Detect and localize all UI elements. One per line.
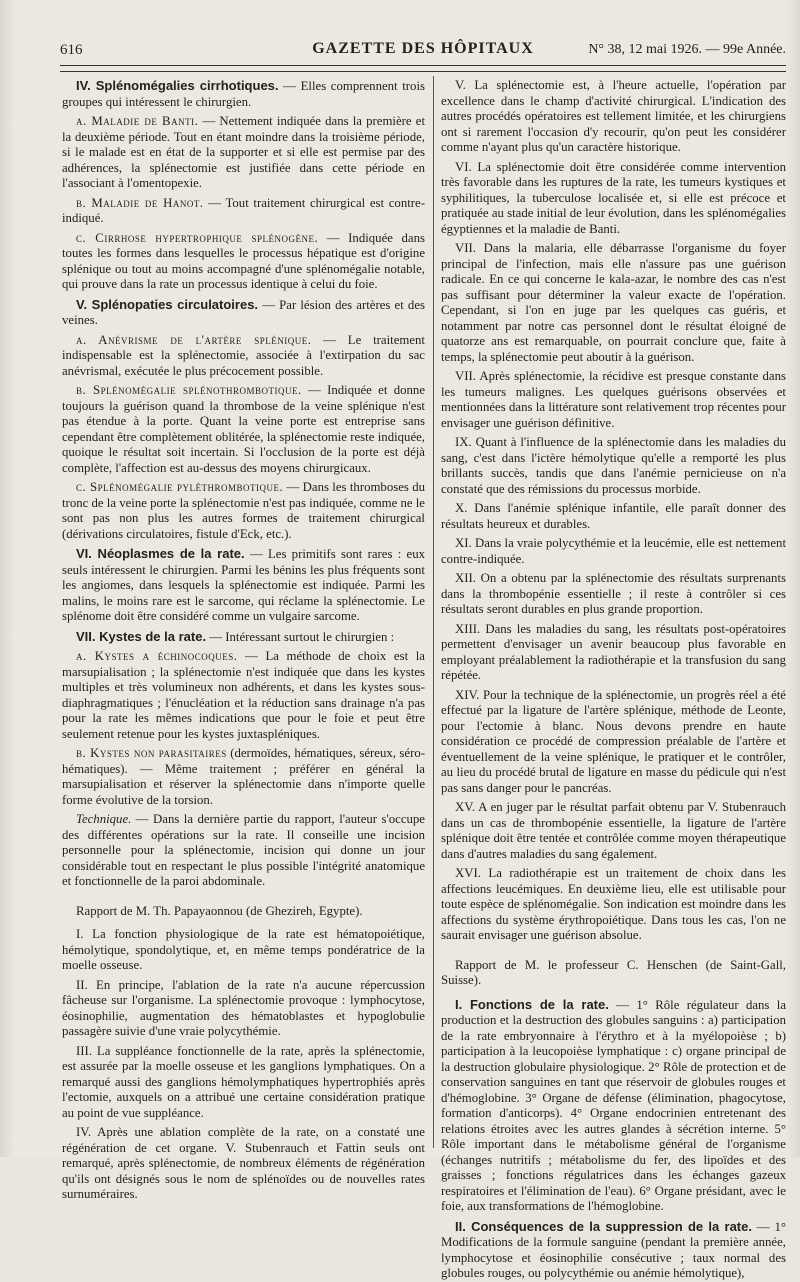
paragraph — [62, 1125, 425, 1203]
column-divider — [433, 76, 434, 1148]
report-heading — [62, 904, 425, 920]
paragraph — [441, 622, 786, 684]
paragraph-text: — Indiquée dans toutes les formes dans lesquelles le processus hépatique est d'origine splénique ou tout au moins accompagné d'une splénomégalie notable, qui prouve dans la rate un processus identique à celui du foie. — [62, 230, 425, 291]
paragraph — [62, 978, 425, 1040]
paragraph-text: XV. A en juger par le résultat parfait obtenu par V. Stubenrauch dans un cas de thrombopénie essentielle, la ligature de l'artère splénique doit être tentée et contrôlée comme moyen thérapeutique dans d'autres maladies du sang également. — [441, 800, 786, 861]
paragraph-text: II. En principe, l'ablation de la rate n'a aucune répercussion fâcheuse sur l'organisme. La splénectomie provoque : lymphocytose, éosinophilie, augmentation des hématoblastes et hypoglobulie passagère suivie d'une vraie polycythémie. — [62, 977, 425, 1038]
paragraph — [62, 231, 425, 293]
paragraph — [441, 536, 786, 567]
paragraph-text: — Le traitement indispensable est la splénectomie, associée à l'extirpation du sac anévrismal, exécutée le plus précocement possible. — [62, 332, 425, 378]
paragraph — [441, 571, 786, 618]
paragraph — [441, 866, 786, 944]
subsection-heading: a. Anévrisme de l'artère splénique. — [76, 332, 312, 347]
paragraph — [441, 435, 786, 497]
paragraph-text: V. La splénectomie est, à l'heure actuelle, l'opération par excellence dans le champ d'activité chirurgical. L'indication des autres procédés opératoires est tellement limitée, et les chirurgiens ont si rarement l'occasion d'y recourir, qu'on peut les considérer comme n'ayant plus qu'un caractère historique. — [441, 78, 786, 154]
page-number: 616 — [60, 42, 83, 58]
paragraph — [62, 812, 425, 890]
subsection-heading: c. Cirrhose hypertrophique splénogène. — [76, 230, 319, 245]
paragraph-text: XIII. Dans les maladies du sang, les résultats post-opératoires permettent d'envisager un avenir beaucoup plus favorable en employant préalablement la radiothérapie et la transfusion du sang répétée. — [441, 621, 786, 682]
subsection-heading: b. Kystes non parasitaires — [76, 746, 227, 760]
subsection-heading: b. Splénomégalie splénothrombotique. — [76, 383, 302, 397]
subsection-heading: c. Splénomégalie pyléthrombotique. — [76, 480, 284, 494]
section-heading: VI. Néoplasmes de la rate. — [76, 546, 245, 561]
paragraph-text: — 1° Modifications de la formule sanguine (pendant la première année, lymphocytose et éosinophilie consécutive ; taux normal des globules rouges, ou polycythémie ou anémie hémolytique), — [441, 1219, 786, 1280]
paragraph-text: VII. Dans la malaria, elle débarrasse l'organisme du foyer principal de l'infection, mais elle n'assure pas une guérison radicale. En ce qui concerne le kala-azar, le nombre des cas n'est pas suffisant pour déterminer la valeur exacte de l'opération. Cependant, si l'on en juge par les quelques cas guéris, et notamment par notre cas personnel dont le résultat éloigné de quatorze ans est remarquable, on pourrait conclure que, faite à temps, la splénectomie peut aboutir à la guérison. — [441, 241, 786, 364]
paragraph — [441, 369, 786, 431]
paragraph — [62, 196, 425, 227]
paragraph-text: X. Dans l'anémie splénique infantile, elle paraît donner des résultats heureux et durables. — [441, 501, 786, 531]
paragraph — [62, 629, 425, 646]
paragraph — [441, 800, 786, 862]
paragraph-text: IX. Quant à l'influence de la splénectomie dans les maladies du sang, c'est dans l'ictère hémolytique qu'elle a remporté les plus brillants succès, tandis que dans l'anémie pernicieuse on n'a constaté que des rémissions du processus morbide. — [441, 435, 786, 496]
paragraph-text: — Dans la dernière partie du rapport, l'auteur s'occupe des différentes opérations sur la rate. Il conseille une incision personnelle pour la splénectomie, incision qui donne un jour considérable tout en respectant le plus possible l'intégrité anatomique et fonctionnelle de la paroi abdominale. — [62, 812, 425, 888]
paragraph — [62, 114, 425, 192]
paragraph-text: — La méthode de choix est la marsupialisation ; la splénectomie n'est indiquée que dans les kystes multiples et très volumineux non adhérents, et dans les kystes sous-diaphragmatiques ; l'énucléation et la réduction sans drainage n'a pas pour la rate les mêmes indications que pour le foie et peut être seulement retenue pour les kystes juxtaspléniques. — [62, 649, 425, 741]
paragraph — [62, 333, 425, 380]
paragraph-text: — Intéressant surtout le chirurgien : — [206, 629, 395, 644]
paragraph — [62, 383, 425, 476]
paragraph — [62, 297, 425, 329]
section-heading: VII. Kystes de la rate. — [76, 628, 207, 644]
paragraph-text: — Tout traitement chirurgical est contre-indiqué. — [62, 195, 425, 225]
section-heading: I. Fonctions de la rate. — [455, 996, 609, 1012]
paragraph — [62, 649, 425, 742]
paragraph-text: XI. Dans la vraie polycythémie et la leucémie, elle est nettement contre-indiquée. — [441, 536, 786, 566]
paragraph — [62, 927, 425, 974]
journal-title: GAZETTE DES HÔPITAUX — [312, 40, 534, 57]
paragraph — [441, 160, 786, 238]
report-heading — [441, 958, 786, 989]
paragraph — [441, 78, 786, 156]
paragraph — [62, 480, 425, 542]
right-column — [441, 78, 786, 1280]
paragraph-text: VI. La splénectomie doit être considérée comme intervention très favorable dans les ruptures de la rate, les tumeurs kystiques et syphilitiques, la tuberculose localisée et, si elle est précoce et pratiquée au stade initial de leur évolution, dans les splénomégalies égyptiennes et la maladie de Banti. — [441, 159, 786, 236]
paragraph — [441, 241, 786, 365]
section-heading: IV. Splénomégalies cirrhotiques. — [76, 78, 279, 93]
subsection-heading: a. Kystes a échinocoques. — [76, 649, 238, 663]
paragraph — [62, 746, 425, 808]
paragraph — [62, 78, 425, 110]
paragraph-text: — Elles comprennent trois groupes qui intéressent le chirurgien. — [62, 79, 425, 109]
paragraph — [441, 688, 786, 797]
paragraph — [441, 997, 786, 1215]
paragraph — [441, 1219, 786, 1282]
paragraph-text: — Dans les thromboses du tronc de la veine porte la splénectomie n'est pas indiquée, comme ne le sont pas non plus les autres formes de traitement chirurgical (dérivations circulatoires, fistule d'Eck, etc.). — [62, 480, 425, 541]
report-heading-text: Rapport de M. Th. Papayaonnou (de Ghezireh, Egypte). — [76, 903, 363, 918]
paragraph-text: — 1° Rôle régulateur dans la production et la destruction des globules sanguins : a) participation de la rate embryonnaire à l'érythro et à la myélopoièse ; b) participation à la leucopoièse lymphatique : c) organe principal de la destruction globulaire physiologique. 2° Rôle de protection et de conservation sanguines en tant que réservoir de globules rouges et d'hémoglobine. 3° Organe de défense (élimination, phagocytose, formation d'anticorps). 4° Organe endocrinien entretenant des relations étroites avec les autres glandes à sécrétion interne. 5° Rôle important dans le métabolisme général de l'organisme (échanges nutritifs ; métabolisme du fer, des lipoïdes et des graisses ; fonctions régulatrices dans les échanges gazeux respiratoires et l'élimination de l'eau). 6° Organe présidant, avec le foie, aux transformations de l'hémoglobine. — [441, 997, 786, 1213]
subsection-heading: a. Maladie de Banti. — [76, 114, 199, 128]
paragraph — [62, 546, 425, 625]
report-heading-text: Rapport de M. le professeur C. Henschen (de Saint-Gall, Suisse). — [441, 957, 786, 987]
paragraph — [441, 501, 786, 532]
left-column — [62, 78, 426, 1201]
section-heading: V. Splénopaties circulatoires. — [76, 296, 259, 312]
paragraph-text: — Indiquée et donne toujours la guérison quand la thrombose de la veine splénique n'est pas étendue à la porte. Quant la veine porte est entreprise sans cependant être complètement oblitérée, la splénectomie reste indiquée, quoique le résultat soit incertain. Si l'occlusion de la porte est déjà complète, l'affection est au-dessus des moyens chirurgicaux. — [62, 383, 425, 475]
paragraph-text: I. La fonction physiologique de la rate est hématopoiétique, hémolytique, spondolytique, et, en même temps pondératrice de la moelle osseuse. — [62, 927, 425, 972]
section-heading: II. Conséquences de la suppression de la rate. — [455, 1218, 752, 1234]
subsection-heading: b. Maladie de Hanot. — [76, 195, 204, 210]
paragraph — [62, 1044, 425, 1122]
paragraph-text: — Les primitifs sont rares : eux seuls intéressent le chirurgien. Parmi les bénins les plus fréquents sont les angiomes, dans lesquels la splénectomie est indiquée. Parmi les malins, le moins rare est le sarcome, qui réclame la splénectomie. Le splénome doit être considéré comme un vulgaire sarcome. — [62, 547, 426, 623]
paragraph-text: (dermoïdes, hématiques, séreux, séro-hématiques). — Même traitement ; préférer en général la marsupialisation et réserver la splénectomie dans n'importe quelle forme évolutive de la torsion. — [62, 746, 425, 807]
paragraph-text: VII. Après splénectomie, la récidive est presque constante dans les tumeurs malignes. Les quelques guérisons observées et mentionnées dans la littérature sont relativement trop récentes pour envisager une guérison définitive. — [441, 369, 786, 430]
paragraph-text: III. La suppléance fonctionnelle de la rate, après la splénectomie, est assurée par la moelle osseuse et les ganglions lymphatiques. On a remarqué aussi des ganglions hémolymphatiques hypertrophiés après l'ectomie, auxquels on a attribué une certaine considération pratique au point de vue suppléance. — [62, 1043, 425, 1120]
paragraph-text: — Nettement indiquée dans la première et la deuxième période. Tout en étant moindre dans la troisième période, si le malade est en état de la supporter et si elle est permise par des adhérences, la splénectomie est justifiée dans cette période en l'associant à l'omentopexie. — [62, 114, 425, 190]
paragraph-text: — Par lésion des artères et des veines. — [62, 297, 425, 327]
page-header — [60, 34, 786, 64]
paragraph-text: XII. On a obtenu par la splénectomie des résultats surprenants dans la thrombopénie essentielle ; il reste à contrôler si ces résultats seront durables en plus grande proportion. — [441, 571, 786, 616]
paragraph-text: IV. Après une ablation complète de la rate, on a constaté une régénération de cet organe. V. Stubenrauch et Fattin seuls ont remarqué, après splénectomie, de nombreux éléments de régénération qu'ils ont désignés sous le nom de splénoïdes ou de nouvelles rates surnuméraires. — [62, 1125, 425, 1201]
italic-heading: Technique. — [76, 812, 132, 826]
issue-info: N° 38, 12 mai 1926. — 99e Année. — [588, 42, 786, 57]
paragraph-text: XVI. La radiothérapie est un traitement de choix dans les affections leucémiques. En deuxième lieu, elle est utilisable pour toute espèce de splénomégalie. Son indication est moindre dans les affections du système érythropoiétique. Dans tous les cas, l'on ne saurait envisager une guérison absolue. — [441, 866, 786, 942]
header-rule — [60, 65, 786, 72]
paragraph-text: XIV. Pour la technique de la splénectomie, un progrès réel a été effectué par la ligature de l'artère splénique, méthode de Leonte, pour l'ectomie à blanc. Nous devons prendre en haute considération ce procédé de compression préalable de l'artère et éventuellement de la veine splénique, le pratiquer et le contrôler, au lieu du procédé brutal de ligature en masse du pédicule qui n'est pas sans danger pour le pancréas. — [441, 687, 786, 795]
